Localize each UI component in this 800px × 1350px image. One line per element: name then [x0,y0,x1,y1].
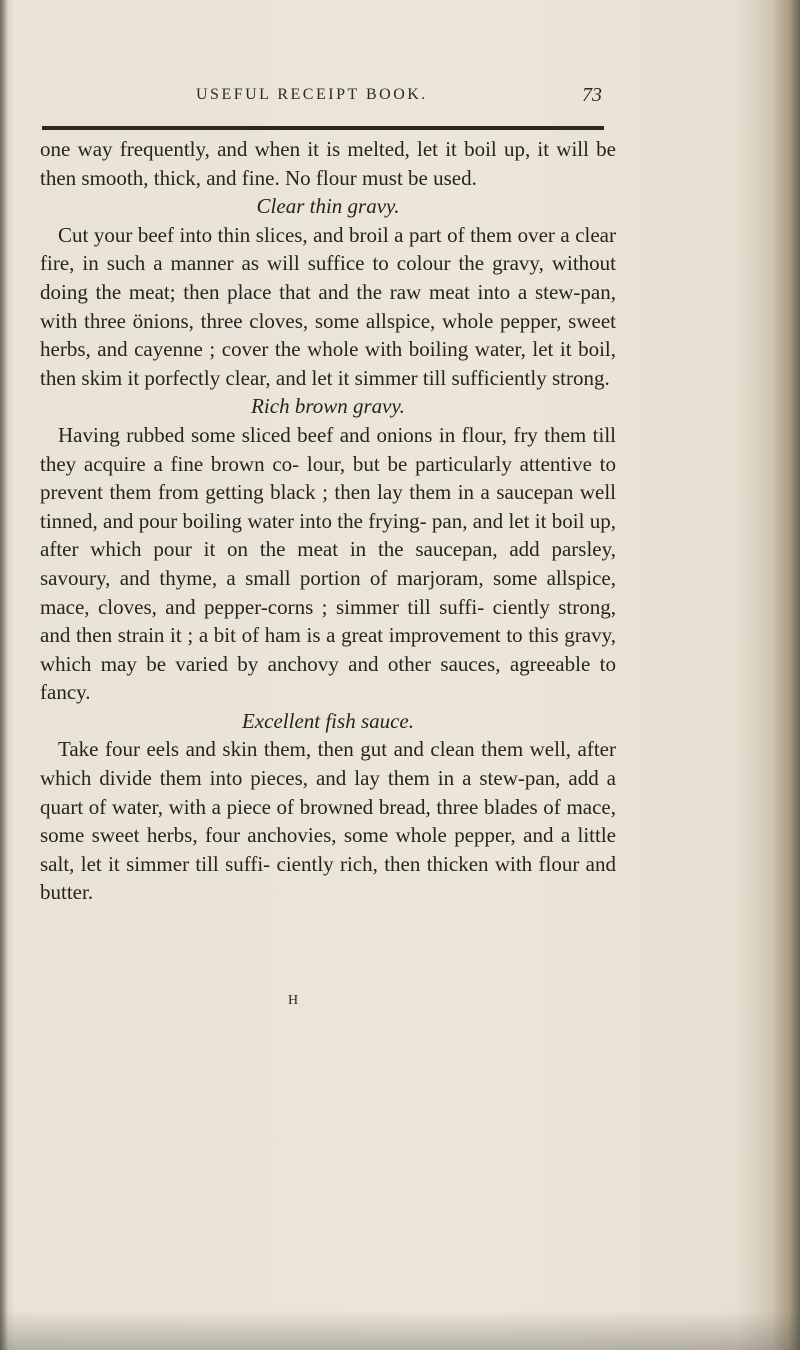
section-heading-rich-brown-gravy: Rich brown gravy. [251,394,405,419]
page-number: 73 [582,84,602,106]
section-heading-clear-thin-gravy: Clear thin gravy. [256,194,400,219]
intro-paragraph: one way frequently, and when it is melted, let it boil up, it will be then smooth, thick, and fine. No flour must be used. [40,137,616,190]
page-left-edge-shadow [0,0,8,1350]
book-spine-shadow [772,0,800,1350]
running-head: USEFUL RECEIPT BOOK. [196,86,428,103]
page-header [0,86,800,110]
page-bottom-shadow [0,1310,800,1350]
section-body-excellent-fish-sauce: Take four eels and skin them, then gut and clean them well, after which divide them into pieces, and lay them in a stew-pan, add a quart of water, with a piece of browned bread, three blades of mace, some sweet herbs, four anchovies, some whole pepper, and a little salt, let it simmer till suffi- ciently rich, then thicken with flour and butter. [40,737,616,905]
section-body-rich-brown-gravy: Having rubbed some sliced beef and onions in flour, fry them till they acquire a fine brown co- lour, but be particularly attentive to prevent them from getting black ; then lay them in a saucepan well tinned, and pour boiling water into the frying- pan, and let it boil up, after which pour it on the meat in the saucepan, add parsley, savoury, and thyme, a small portion of marjoram, some allspice, mace, cloves, and pepper-corns ; simmer till suffi- ciently strong, and then strain it ; a bit of ham is a great improvement to this gravy, which may be varied by anchovy and other sauces, agreeable to fancy. [40,422,616,705]
section-heading-excellent-fish-sauce: Excellent fish sauce. [241,708,415,733]
body-text [40,135,616,907]
section-body-clear-thin-gravy: Cut your beef into thin slices, and broil a part of them over a clear fire, in such a manner as will suffice to colour the gravy, without doing the meat; then place that and the raw meat into a stew-pan, with three önions, three cloves, some allspice, whole pepper, sweet herbs, and cayenne ; cover the whole with boiling water, let it boil, then skim it porfectly clear, and let it simmer till sufficiently strong. [40,222,616,390]
signature-mark: H [288,993,299,1008]
header-rule [42,126,604,130]
